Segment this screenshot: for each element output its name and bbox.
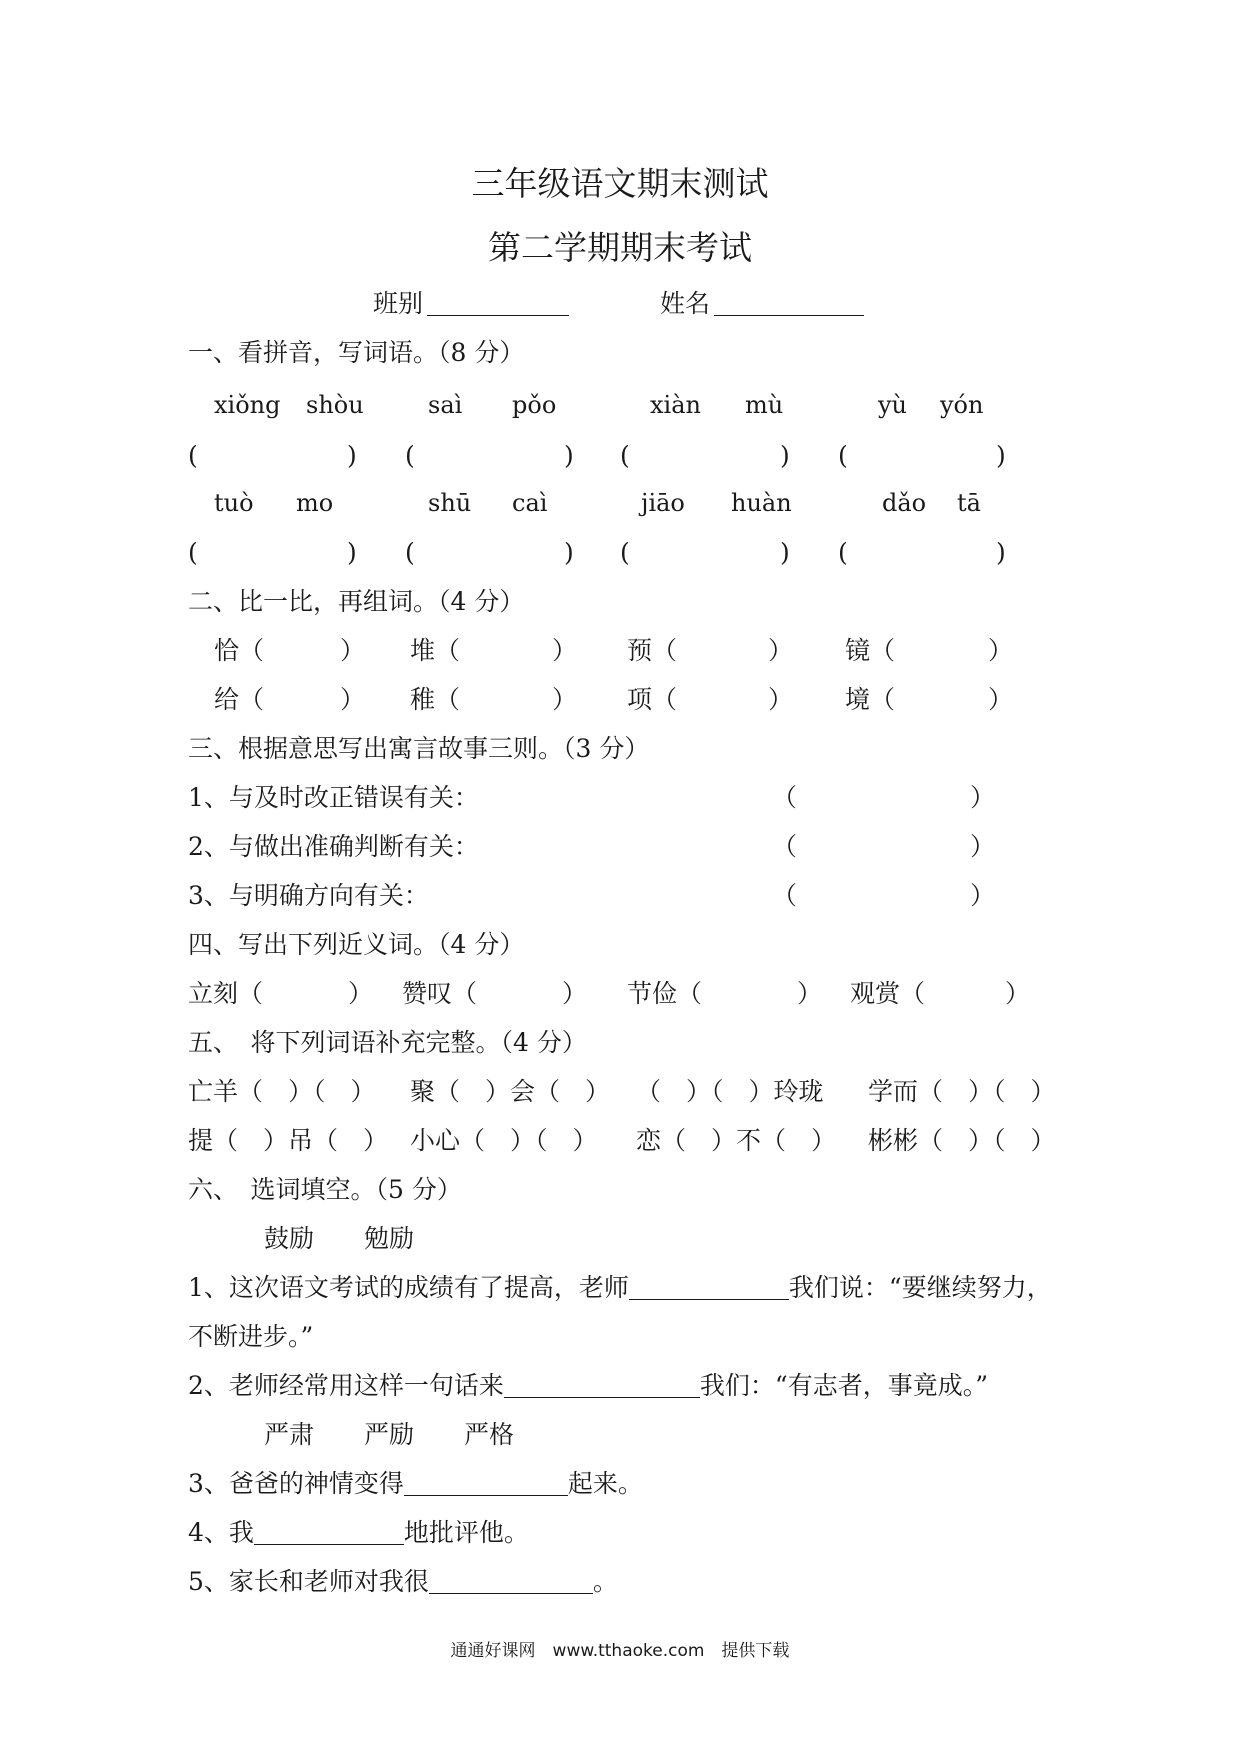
compare-char: 预（ — [627, 636, 678, 665]
synonym-word: 节俭（ — [627, 979, 703, 1008]
idiom-item: 亡羊（ ）（ ） — [188, 1077, 376, 1106]
fable-question: 3、与明确方向有关： — [188, 881, 429, 910]
answer-blank[interactable] — [504, 1371, 700, 1398]
pinyin: tā — [957, 489, 981, 517]
word-choice: 严格 — [464, 1420, 515, 1449]
question-text: 1、这次语文考试的成绩有了提高，老师 — [188, 1273, 629, 1302]
idiom-item: 学而（ ）（ ） — [868, 1077, 1056, 1106]
section4-heading: 四、写出下列近义词。（4 分） — [188, 930, 525, 959]
compare-char: 稚（ — [410, 685, 461, 714]
paren-close: ) — [347, 538, 357, 567]
paren-close: ） — [988, 685, 1014, 714]
section5-heading: 五、 将下列词语补充完整。（4 分） — [188, 1028, 587, 1057]
paren-close: ) — [996, 441, 1006, 470]
answer-blank[interactable] — [254, 1518, 404, 1545]
paren-close: ） — [768, 636, 794, 665]
pinyin: huàn — [731, 489, 792, 517]
paren-open: ( — [620, 538, 630, 567]
pinyin: dǎo — [882, 489, 927, 517]
compare-char: 堆（ — [410, 636, 461, 665]
pinyin: mo — [296, 489, 334, 517]
pinyin: caì — [512, 489, 548, 517]
section1-heading: 一、看拼音，写词语。（8 分） — [188, 338, 525, 367]
paren-close: ） — [340, 636, 366, 665]
paren-open: （ — [772, 783, 798, 812]
pinyin: xiǒng — [214, 391, 281, 419]
class-label: 班别 — [373, 289, 424, 318]
paren-open: ( — [188, 441, 198, 470]
fill-question-4 — [188, 1517, 529, 1549]
question-text: 起来。 — [567, 1469, 643, 1498]
pinyin: yù — [878, 391, 908, 419]
paren-close: ） — [1005, 979, 1031, 1008]
idiom-item: （ ）（ ）玲珑 — [636, 1077, 824, 1106]
paren-close: ） — [768, 685, 794, 714]
paren-open: ( — [188, 538, 198, 567]
word-choice: 鼓励 — [264, 1224, 315, 1253]
answer-blank[interactable] — [429, 1567, 593, 1594]
paren-close: ） — [348, 979, 374, 1008]
paren-close: ) — [347, 441, 357, 470]
paren-close: ) — [780, 441, 790, 470]
section6-heading: 六、 选词填空。（5 分） — [188, 1175, 462, 1204]
compare-char: 镜（ — [845, 636, 896, 665]
paren-close: ） — [970, 881, 996, 910]
pinyin: shòu — [306, 391, 364, 419]
question-continuation: 不断进步。” — [188, 1322, 314, 1351]
section2-heading: 二、比一比，再组词。（4 分） — [188, 587, 525, 616]
name-label: 姓名 — [660, 289, 711, 318]
answer-blank[interactable] — [404, 1469, 568, 1496]
page-subtitle: 第二学期期末考试 — [488, 228, 752, 267]
idiom-item: 聚（ ）会（ ） — [410, 1077, 611, 1106]
paren-close: ） — [552, 685, 578, 714]
pinyin: saì — [428, 391, 463, 419]
word-choice: 勉励 — [364, 1224, 415, 1253]
pinyin: shū — [428, 489, 472, 517]
compare-char: 项（ — [627, 685, 678, 714]
word-choice: 严肃 — [264, 1420, 315, 1449]
compare-char: 恰（ — [214, 636, 265, 665]
question-text: 地批评他。 — [403, 1518, 529, 1547]
name-blank[interactable] — [714, 289, 864, 316]
compare-char: 境（ — [845, 685, 896, 714]
paren-close: ) — [564, 538, 574, 567]
question-text: 。 — [592, 1567, 618, 1596]
pinyin: xiàn — [650, 391, 701, 419]
question-text: 我们：“有志者，事竟成。” — [699, 1371, 988, 1400]
paren-open: ( — [405, 538, 415, 567]
idiom-item: 小心（ ）（ ） — [410, 1126, 598, 1155]
word-choice: 严励 — [364, 1420, 415, 1449]
answer-blank[interactable] — [629, 1273, 789, 1300]
idiom-item: 恋（ ）不（ ） — [636, 1126, 837, 1155]
paren-close: ） — [970, 783, 996, 812]
fill-question-1 — [188, 1272, 1052, 1304]
compare-char: 给（ — [214, 685, 265, 714]
paren-open: ( — [838, 441, 848, 470]
paren-close: ) — [996, 538, 1006, 567]
pinyin: tuò — [214, 489, 254, 517]
fable-question: 2、与做出准确判断有关： — [188, 832, 479, 861]
pinyin: mù — [745, 391, 784, 419]
paren-close: ) — [780, 538, 790, 567]
question-text: 5、家长和老师对我很 — [188, 1567, 429, 1596]
paren-open: （ — [772, 832, 798, 861]
fill-question-2 — [188, 1370, 988, 1402]
name-field — [660, 288, 864, 320]
fable-question: 1、与及时改正错误有关： — [188, 783, 479, 812]
synonym-word: 观赏（ — [850, 979, 926, 1008]
pinyin: pǒo — [512, 391, 557, 419]
paren-close: ） — [552, 636, 578, 665]
section3-heading: 三、根据意思写出寓言故事三则。（3 分） — [188, 734, 650, 763]
paren-close: ） — [797, 979, 823, 1008]
question-text: 2、老师经常用这样一句话来 — [188, 1371, 504, 1400]
question-text: 3、爸爸的神情变得 — [188, 1469, 404, 1498]
footer-credit: 通通好课网 www.tthaoke.com 提供下载 — [450, 1641, 790, 1661]
paren-open: ( — [405, 441, 415, 470]
pinyin: yón — [940, 391, 984, 419]
synonym-word: 立刻（ — [188, 979, 264, 1008]
question-text: 4、我 — [188, 1518, 254, 1547]
paren-close: ） — [562, 979, 588, 1008]
paren-open: ( — [620, 441, 630, 470]
question-text: 我们说：“要继续努力， — [788, 1273, 1052, 1302]
fill-question-3 — [188, 1468, 643, 1500]
paren-close: ） — [988, 636, 1014, 665]
paren-close: ） — [340, 685, 366, 714]
paren-close: ) — [564, 441, 574, 470]
paren-close: ） — [970, 832, 996, 861]
class-field — [373, 288, 569, 320]
paren-open: （ — [772, 881, 798, 910]
synonym-word: 赞叹（ — [402, 979, 478, 1008]
paren-open: ( — [838, 538, 848, 567]
idiom-item: 提（ ）吊（ ） — [188, 1126, 389, 1155]
pinyin: jiāo — [641, 489, 685, 517]
fill-question-5 — [188, 1566, 618, 1598]
idiom-item: 彬彬（ ）（ ） — [868, 1126, 1056, 1155]
class-blank[interactable] — [427, 289, 569, 316]
page-title: 三年级语文期末测试 — [471, 164, 769, 203]
